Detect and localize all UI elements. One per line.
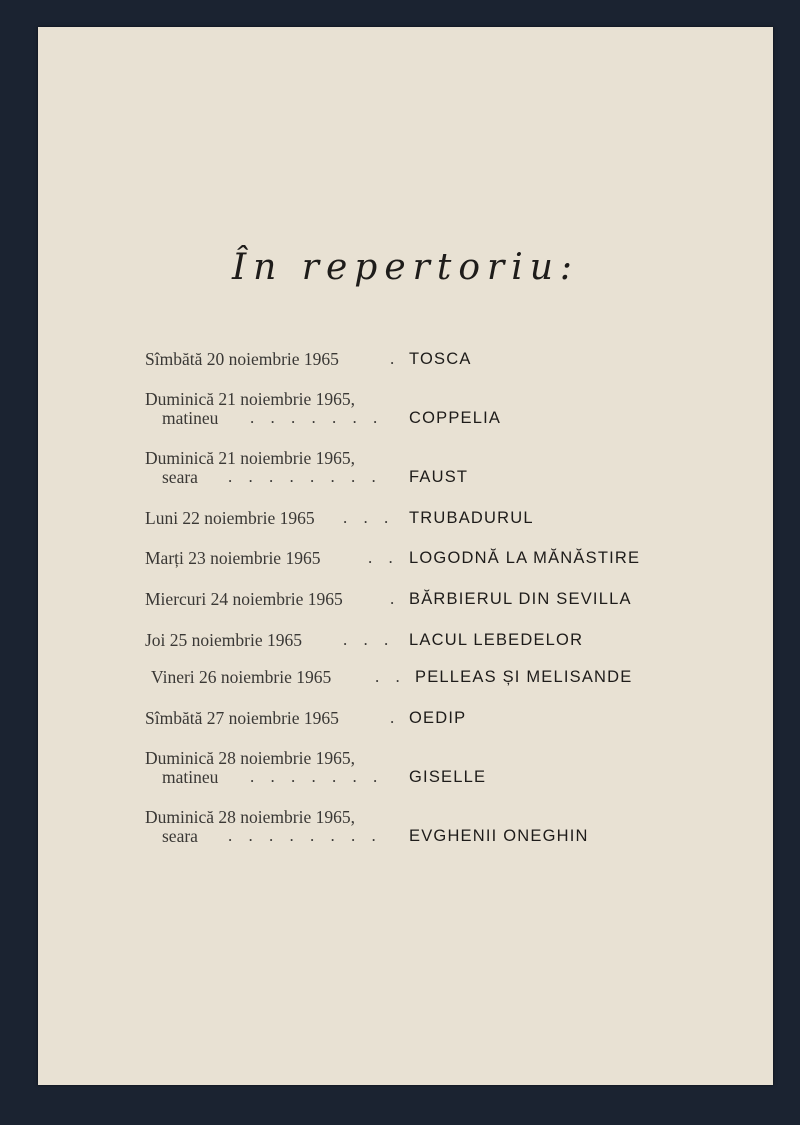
leader-dots: . . <box>368 548 399 567</box>
performance-time: seara <box>162 467 198 487</box>
performance-time: matineu <box>162 408 219 428</box>
leader-dots: . <box>390 349 401 368</box>
performance-date: Marți 23 noiembrie 1965 <box>145 548 321 568</box>
performance-title: OEDIP <box>409 709 467 727</box>
performance-title: TOSCA <box>409 350 472 368</box>
performance-date: Duminică 21 noiembrie 1965, <box>145 448 355 468</box>
performance-date: Joi 25 noiembrie 1965 <box>145 630 302 650</box>
performance-title: LACUL LEBEDELOR <box>409 631 584 649</box>
performance-date: Duminică 28 noiembrie 1965, <box>145 807 355 827</box>
page-title: În repertoriu: <box>231 247 580 288</box>
performance-date: Miercuri 24 noiembrie 1965 <box>145 589 343 609</box>
leader-dots: . . . . . . . <box>250 767 384 786</box>
performance-title: COPPELIA <box>409 409 502 427</box>
leader-dots: . <box>390 589 401 608</box>
performance-time: seara <box>162 826 198 846</box>
performance-title: LOGODNĂ LA MĂNĂSTIRE <box>409 549 641 567</box>
performance-date: Duminică 28 noiembrie 1965, <box>145 748 355 768</box>
performance-title: PELLEAS ȘI MELISANDE <box>415 668 633 686</box>
leader-dots: . . . . . . . <box>250 408 384 427</box>
leader-dots: . . . <box>343 630 395 649</box>
performance-title: GISELLE <box>409 768 487 786</box>
performance-time: matineu <box>162 767 219 787</box>
performance-date: Duminică 21 noiembrie 1965, <box>145 389 355 409</box>
performance-date: Sîmbătă 27 noiembrie 1965 <box>145 708 339 728</box>
leader-dots: . <box>390 708 401 727</box>
performance-date: Vineri 26 noiembrie 1965 <box>151 667 332 687</box>
leader-dots: . . <box>375 667 406 686</box>
performance-date: Luni 22 noiembrie 1965 <box>145 508 315 528</box>
program-page <box>38 27 773 1085</box>
performance-title: FAUST <box>409 468 469 486</box>
performance-title: EVGHENII ONEGHIN <box>409 827 589 845</box>
leader-dots: . . . <box>343 508 395 527</box>
leader-dots: . . . . . . . . <box>228 467 382 486</box>
performance-title: BĂRBIERUL DIN SEVILLA <box>409 590 632 608</box>
performance-title: TRUBADURUL <box>409 509 534 527</box>
performance-date: Sîmbătă 20 noiembrie 1965 <box>145 349 339 369</box>
leader-dots: . . . . . . . . <box>228 826 382 845</box>
